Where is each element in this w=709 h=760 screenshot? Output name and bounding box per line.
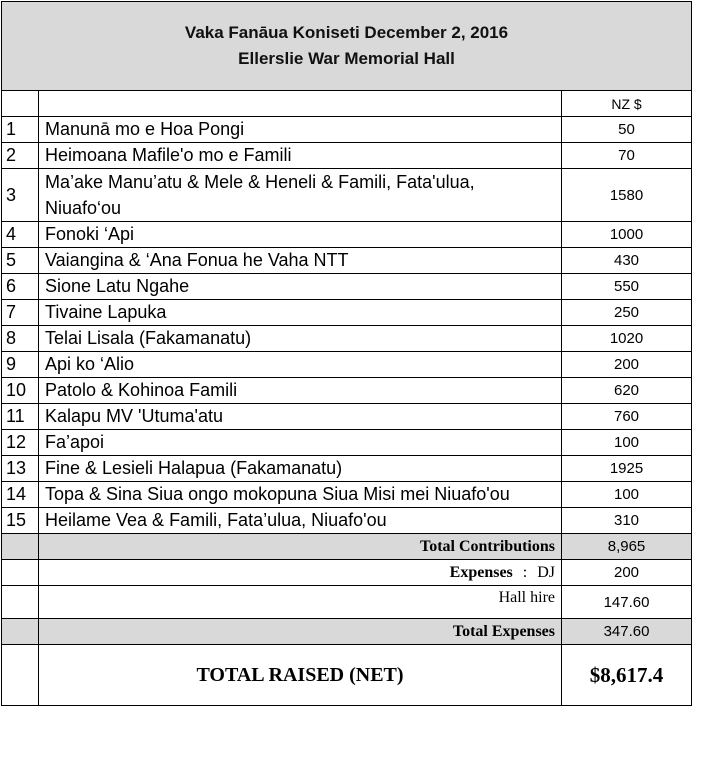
row-number: 5 (2, 248, 39, 274)
contributor-name: Kalapu MV 'Utuma'atu (39, 404, 562, 430)
contribution-amount: 1000 (562, 222, 692, 248)
contribution-amount: 310 (562, 508, 692, 534)
row-number: 8 (2, 326, 39, 352)
contributor-name: Api ko ‘Alio (39, 352, 562, 378)
expenses-dj-row (2, 560, 692, 586)
total-contributions-label: Total Contributions (39, 534, 562, 560)
table-row (2, 430, 692, 456)
row-number: 3 (2, 169, 39, 222)
column-header-row (2, 91, 692, 117)
empty-cell (2, 619, 39, 645)
contribution-amount: 200 (562, 352, 692, 378)
total-contributions-row (2, 534, 692, 560)
row-number: 10 (2, 378, 39, 404)
total-contributions-value: 8,965 (562, 534, 692, 560)
row-number: 12 (2, 430, 39, 456)
table-row (2, 482, 692, 508)
contributions-table (1, 1, 692, 706)
contributor-name: Tivaine Lapuka (39, 300, 562, 326)
contribution-amount: 550 (562, 274, 692, 300)
title-row (2, 2, 692, 91)
empty-cell (2, 534, 39, 560)
total-expenses-row (2, 619, 692, 645)
table-row (2, 508, 692, 534)
total-expenses-label: Total Expenses (39, 619, 562, 645)
row-number: 1 (2, 117, 39, 143)
hall-hire-value: 147.60 (562, 586, 692, 619)
contribution-amount: 620 (562, 378, 692, 404)
table-row (2, 169, 692, 222)
table-row (2, 352, 692, 378)
contribution-amount: 1020 (562, 326, 692, 352)
table-row (2, 300, 692, 326)
row-number: 7 (2, 300, 39, 326)
contribution-amount: 1925 (562, 456, 692, 482)
contributor-name: Fonoki ‘Api (39, 222, 562, 248)
contribution-amount: 70 (562, 143, 692, 169)
empty-cell (2, 645, 39, 706)
table-row (2, 378, 692, 404)
contributor-name: Ma’ake Manu’atu & Mele & Heneli & Famili, Fata'ulua, Niuafo‘ou (39, 169, 562, 222)
contribution-amount: 760 (562, 404, 692, 430)
row-number: 13 (2, 456, 39, 482)
header-num-cell (2, 91, 39, 117)
row-number: 15 (2, 508, 39, 534)
contributor-name: Telai Lisala (Fakamanatu) (39, 326, 562, 352)
table-row (2, 222, 692, 248)
table-row (2, 248, 692, 274)
title-line-2: Ellerslie War Memorial Hall (238, 49, 455, 68)
contribution-amount: 50 (562, 117, 692, 143)
table-row (2, 456, 692, 482)
row-number: 2 (2, 143, 39, 169)
table-row (2, 326, 692, 352)
contributor-name: Patolo & Kohinoa Famili (39, 378, 562, 404)
total-expenses-value: 347.60 (562, 619, 692, 645)
table-row (2, 404, 692, 430)
contribution-amount: 250 (562, 300, 692, 326)
contributor-name: Heilame Vea & Famili, Fata’ulua, Niuafo'ou (39, 508, 562, 534)
expenses-dj-label: DJ (537, 563, 555, 581)
contributor-name: Vaiangina & ‘Ana Fonua he Vaha NTT (39, 248, 562, 274)
contributor-name: Heimoana Mafile'o mo e Famili (39, 143, 562, 169)
contributor-name: Fine & Lesieli Halapua (Fakamanatu) (39, 456, 562, 482)
total-raised-value: $8,617.4 (562, 645, 692, 706)
row-number: 9 (2, 352, 39, 378)
contributor-name: Topa & Sina Siua ongo mokopuna Siua Misi mei Niuafo'ou (39, 482, 562, 508)
total-raised-row (2, 645, 692, 706)
table-row (2, 274, 692, 300)
contribution-amount: 430 (562, 248, 692, 274)
row-number: 6 (2, 274, 39, 300)
expenses-colon: : (522, 563, 528, 581)
table-row (2, 143, 692, 169)
empty-cell (2, 560, 39, 586)
row-number: 11 (2, 404, 39, 430)
expenses-dj-label-cell (39, 560, 562, 586)
row-number: 14 (2, 482, 39, 508)
total-raised-label: TOTAL RAISED (NET) (39, 645, 562, 706)
contribution-amount: 100 (562, 482, 692, 508)
hall-hire-label: Hall hire (39, 586, 562, 619)
expenses-dj-value: 200 (562, 560, 692, 586)
contributor-name: Manunā mo e Hoa Pongi (39, 117, 562, 143)
header-name-cell (39, 91, 562, 117)
title-cell (2, 2, 692, 91)
row-number: 4 (2, 222, 39, 248)
contribution-amount: 1580 (562, 169, 692, 222)
empty-cell (2, 586, 39, 619)
contributor-name: Sione Latu Ngahe (39, 274, 562, 300)
table-row (2, 117, 692, 143)
contributor-name: Fa’apoi (39, 430, 562, 456)
contribution-amount: 100 (562, 430, 692, 456)
title-line-1: Vaka Fanāua Koniseti December 2, 2016 (184, 23, 509, 42)
expenses-label: Expenses (449, 563, 513, 581)
hall-hire-row (2, 586, 692, 619)
currency-header: NZ $ (562, 91, 692, 117)
